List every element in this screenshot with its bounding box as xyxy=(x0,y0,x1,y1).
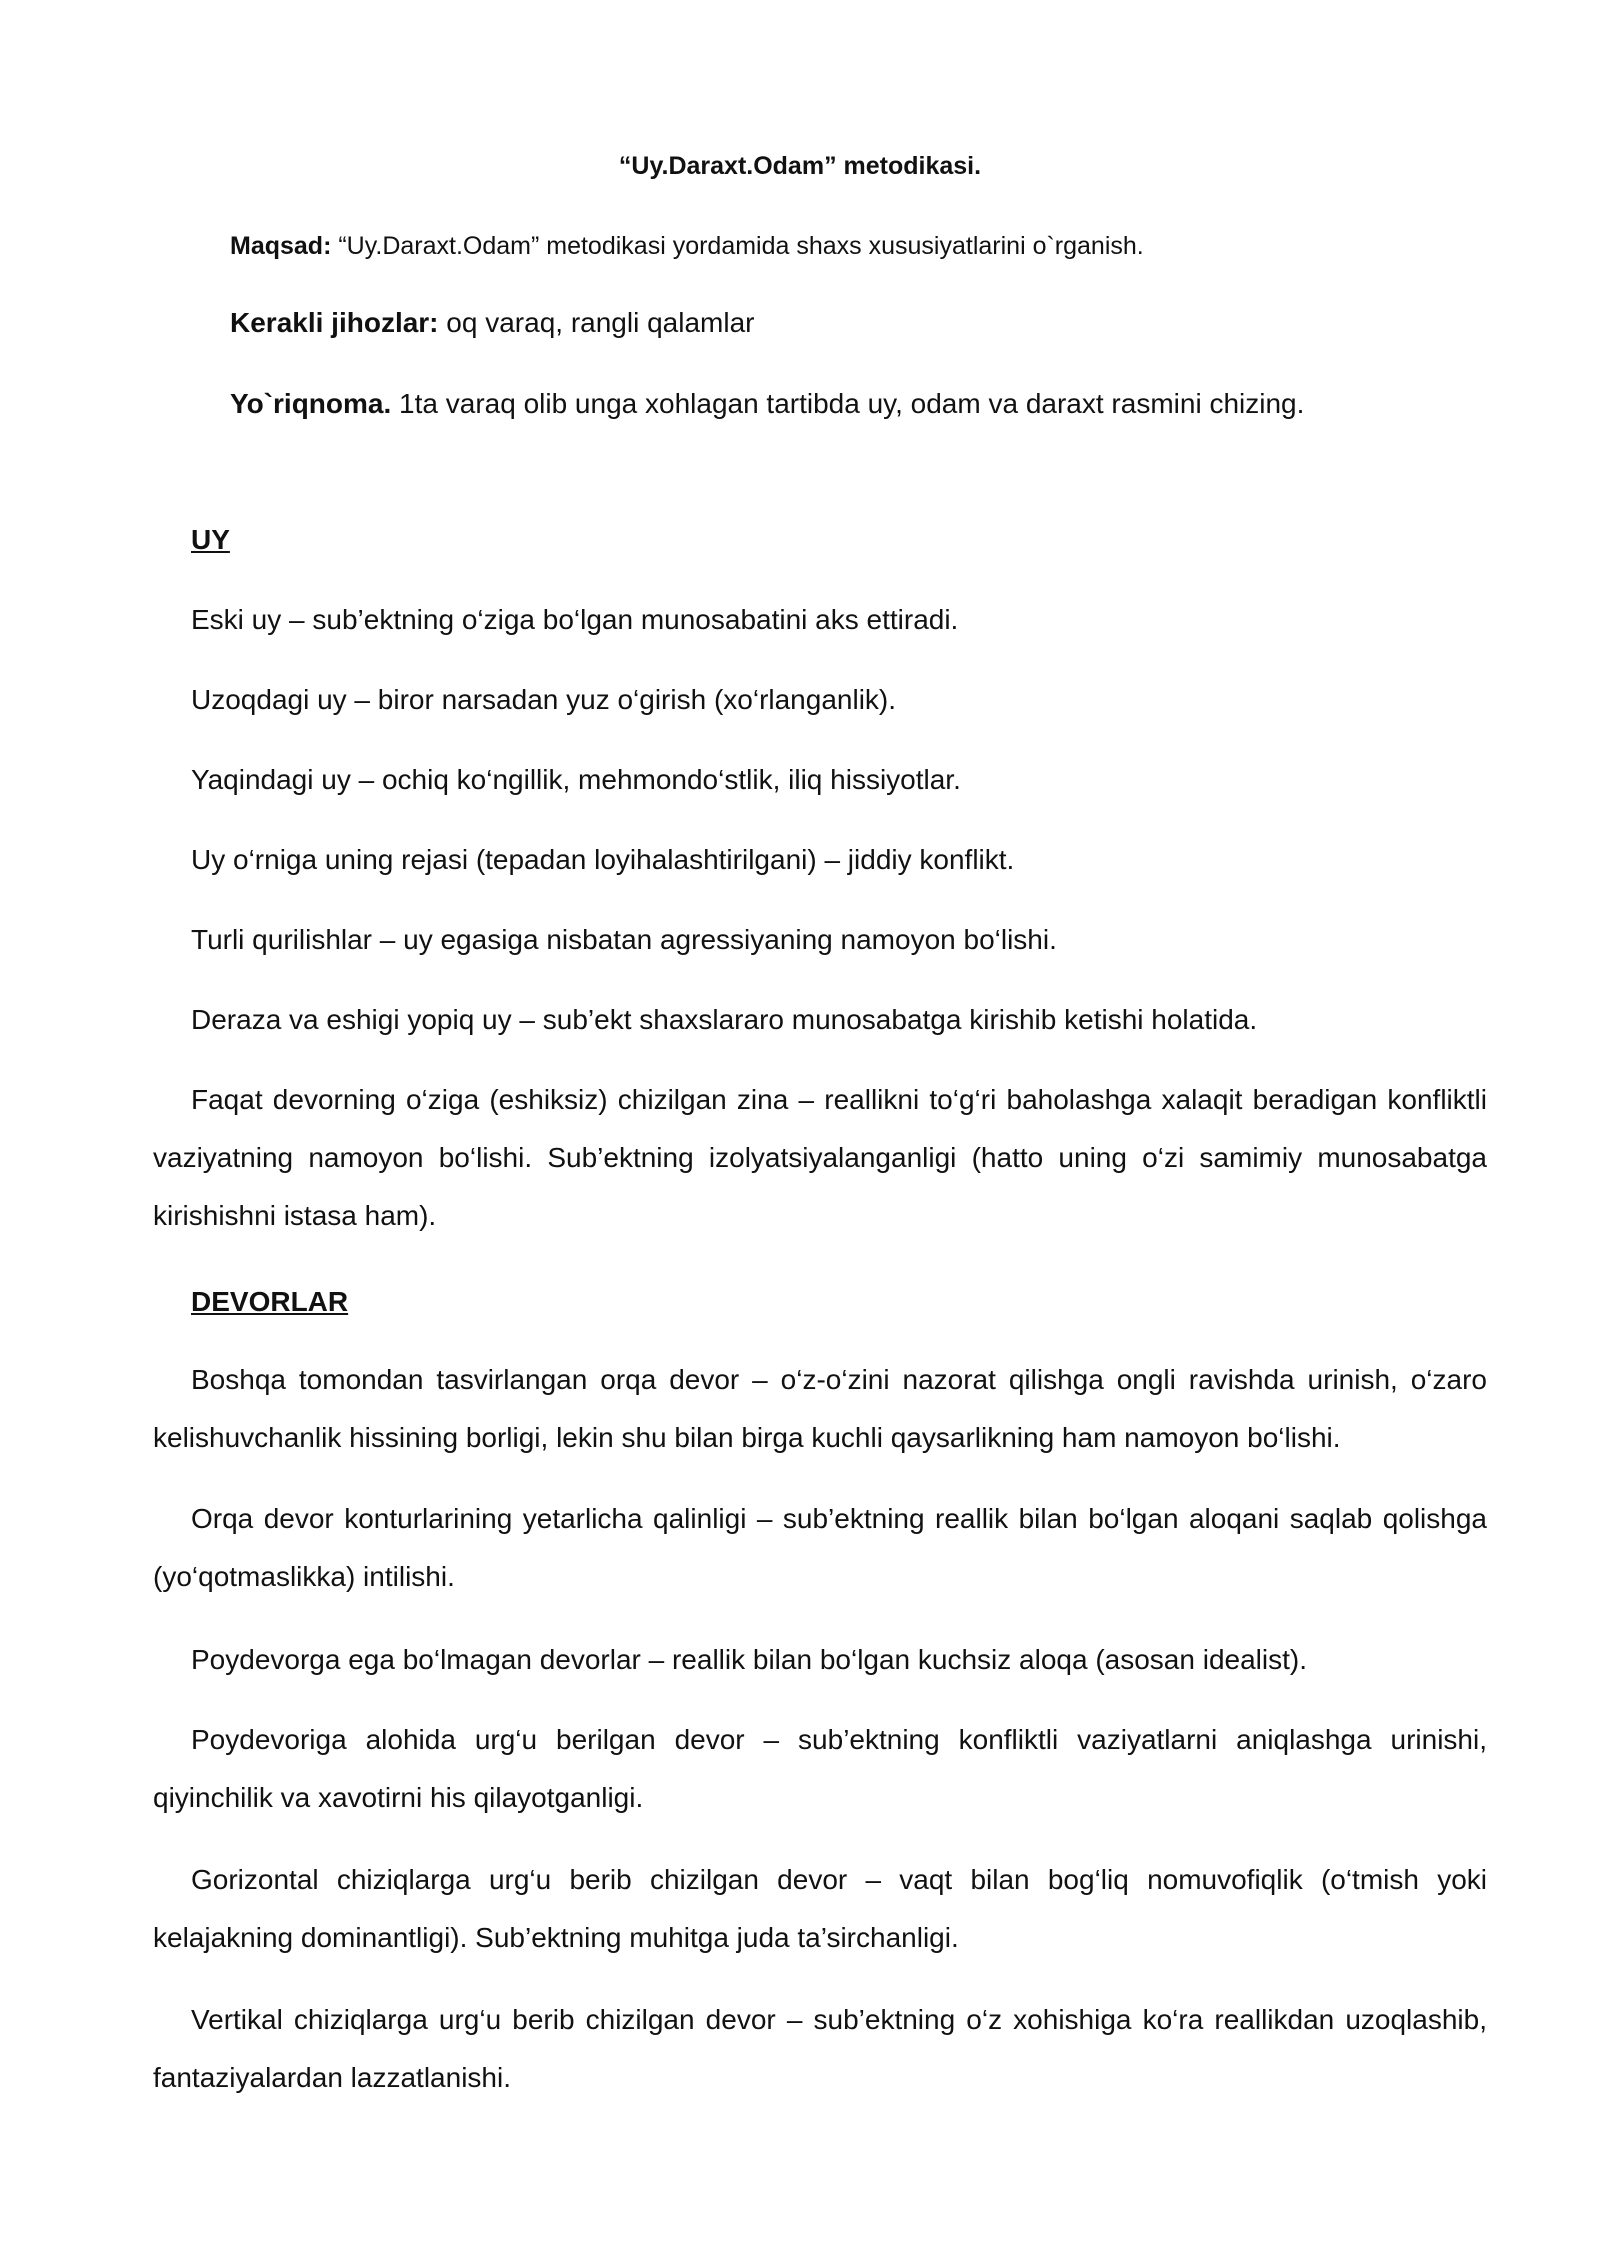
goal-label: Maqsad: xyxy=(230,232,332,260)
instruction-text: 1ta varaq olib unga xohlagan tartibda uy, odam va daraxt rasmini chizing. xyxy=(391,388,1305,419)
equipment-label: Kerakli jihozlar: xyxy=(230,307,439,338)
devorlar-paragraph-4: Poydevoriga alohida urg‘u berilgan devor – sub’ektning konfliktli vaziyatlarni aniqlashga urinishi, qiyinchilik va xavotirni his qilayotganligi. xyxy=(153,1724,1487,1813)
instruction-label: Yo`riqnoma. xyxy=(230,388,392,419)
uy-line-6: Deraza va eshigi yopiq uy – sub’ekt shaxslararo munosabatga kirishib ketishi holatida. xyxy=(191,1004,1258,1035)
equipment-text: oq varaq, rangli qalamlar xyxy=(438,307,755,338)
goal-line xyxy=(230,228,1144,264)
document-title: “Uy.Daraxt.Odam” metodikasi. xyxy=(618,152,982,180)
equipment-line xyxy=(230,305,754,341)
goal-text: “Uy.Daraxt.Odam” metodikasi yordamida shaxs xususiyatlarini o`rganish. xyxy=(331,232,1144,260)
uy-line-3: Yaqindagi uy – ochiq ko‘ngillik, mehmondo‘stlik, iliq hissiyotlar. xyxy=(191,764,961,795)
uy-line-2: Uzoqdagi uy – biror narsadan yuz o‘girish (xo‘rlanganlik). xyxy=(191,684,897,715)
instruction-line xyxy=(230,386,1304,422)
devorlar-paragraph-1: Boshqa tomondan tasvirlangan orqa devor – o‘z-o‘zini nazorat qilishga ongli ravishda urinish, o‘zaro kelishuvchanlik hissining borligi, lekin shu bilan birga kuchli qaysarlikning ham namoyon bo‘lishi. xyxy=(153,1364,1487,1453)
devorlar-paragraph-5: Gorizontal chiziqlarga urg‘u berib chizilgan devor – vaqt bilan bog‘liq nomuvofiqlik (o‘tmish yoki kelajakning dominantligi). Sub’ektning muhitga juda ta’sirchanligi. xyxy=(153,1864,1487,1953)
section-heading-devorlar: DEVORLAR xyxy=(191,1286,349,1317)
devorlar-paragraph-3: Poydevorga ega bo‘lmagan devorlar – reallik bilan bo‘lgan kuchsiz aloqa (asosan idealist). xyxy=(191,1644,1307,1675)
devorlar-paragraph-6: Vertikal chiziqlarga urg‘u berib chizilgan devor – sub’ektning o‘z xohishiga ko‘ra reallikdan uzoqlashib, fantaziyalardan lazzatlanishi. xyxy=(153,2004,1487,2093)
uy-paragraph: Faqat devorning o‘ziga (eshiksiz) chizilgan zina – reallikni to‘g‘ri baholashga xalaqit beradigan konfliktli vaziyatning namoyon bo‘lishi. Sub’ektning izolyatsiyalanganligi (hatto uning o‘zi samimiy munosabatga kirishishni istasa ham). xyxy=(153,1084,1487,1231)
uy-line-5: Turli qurilishlar – uy egasiga nisbatan agressiyaning namoyon bo‘lishi. xyxy=(191,924,1057,955)
uy-line-1: Eski uy – sub’ektning o‘ziga bo‘lgan munosabatini aks ettiradi. xyxy=(191,604,959,635)
uy-line-4: Uy o‘rniga uning rejasi (tepadan loyihalashtirilgani) – jiddiy konflikt. xyxy=(191,844,1015,875)
devorlar-paragraph-2: Orqa devor konturlarining yetarlicha qalinligi – sub’ektning reallik bilan bo‘lgan aloqani saqlab qolishga (yo‘qotmaslikka) intilishi. xyxy=(153,1503,1487,1592)
section-heading-uy: UY xyxy=(191,524,230,555)
